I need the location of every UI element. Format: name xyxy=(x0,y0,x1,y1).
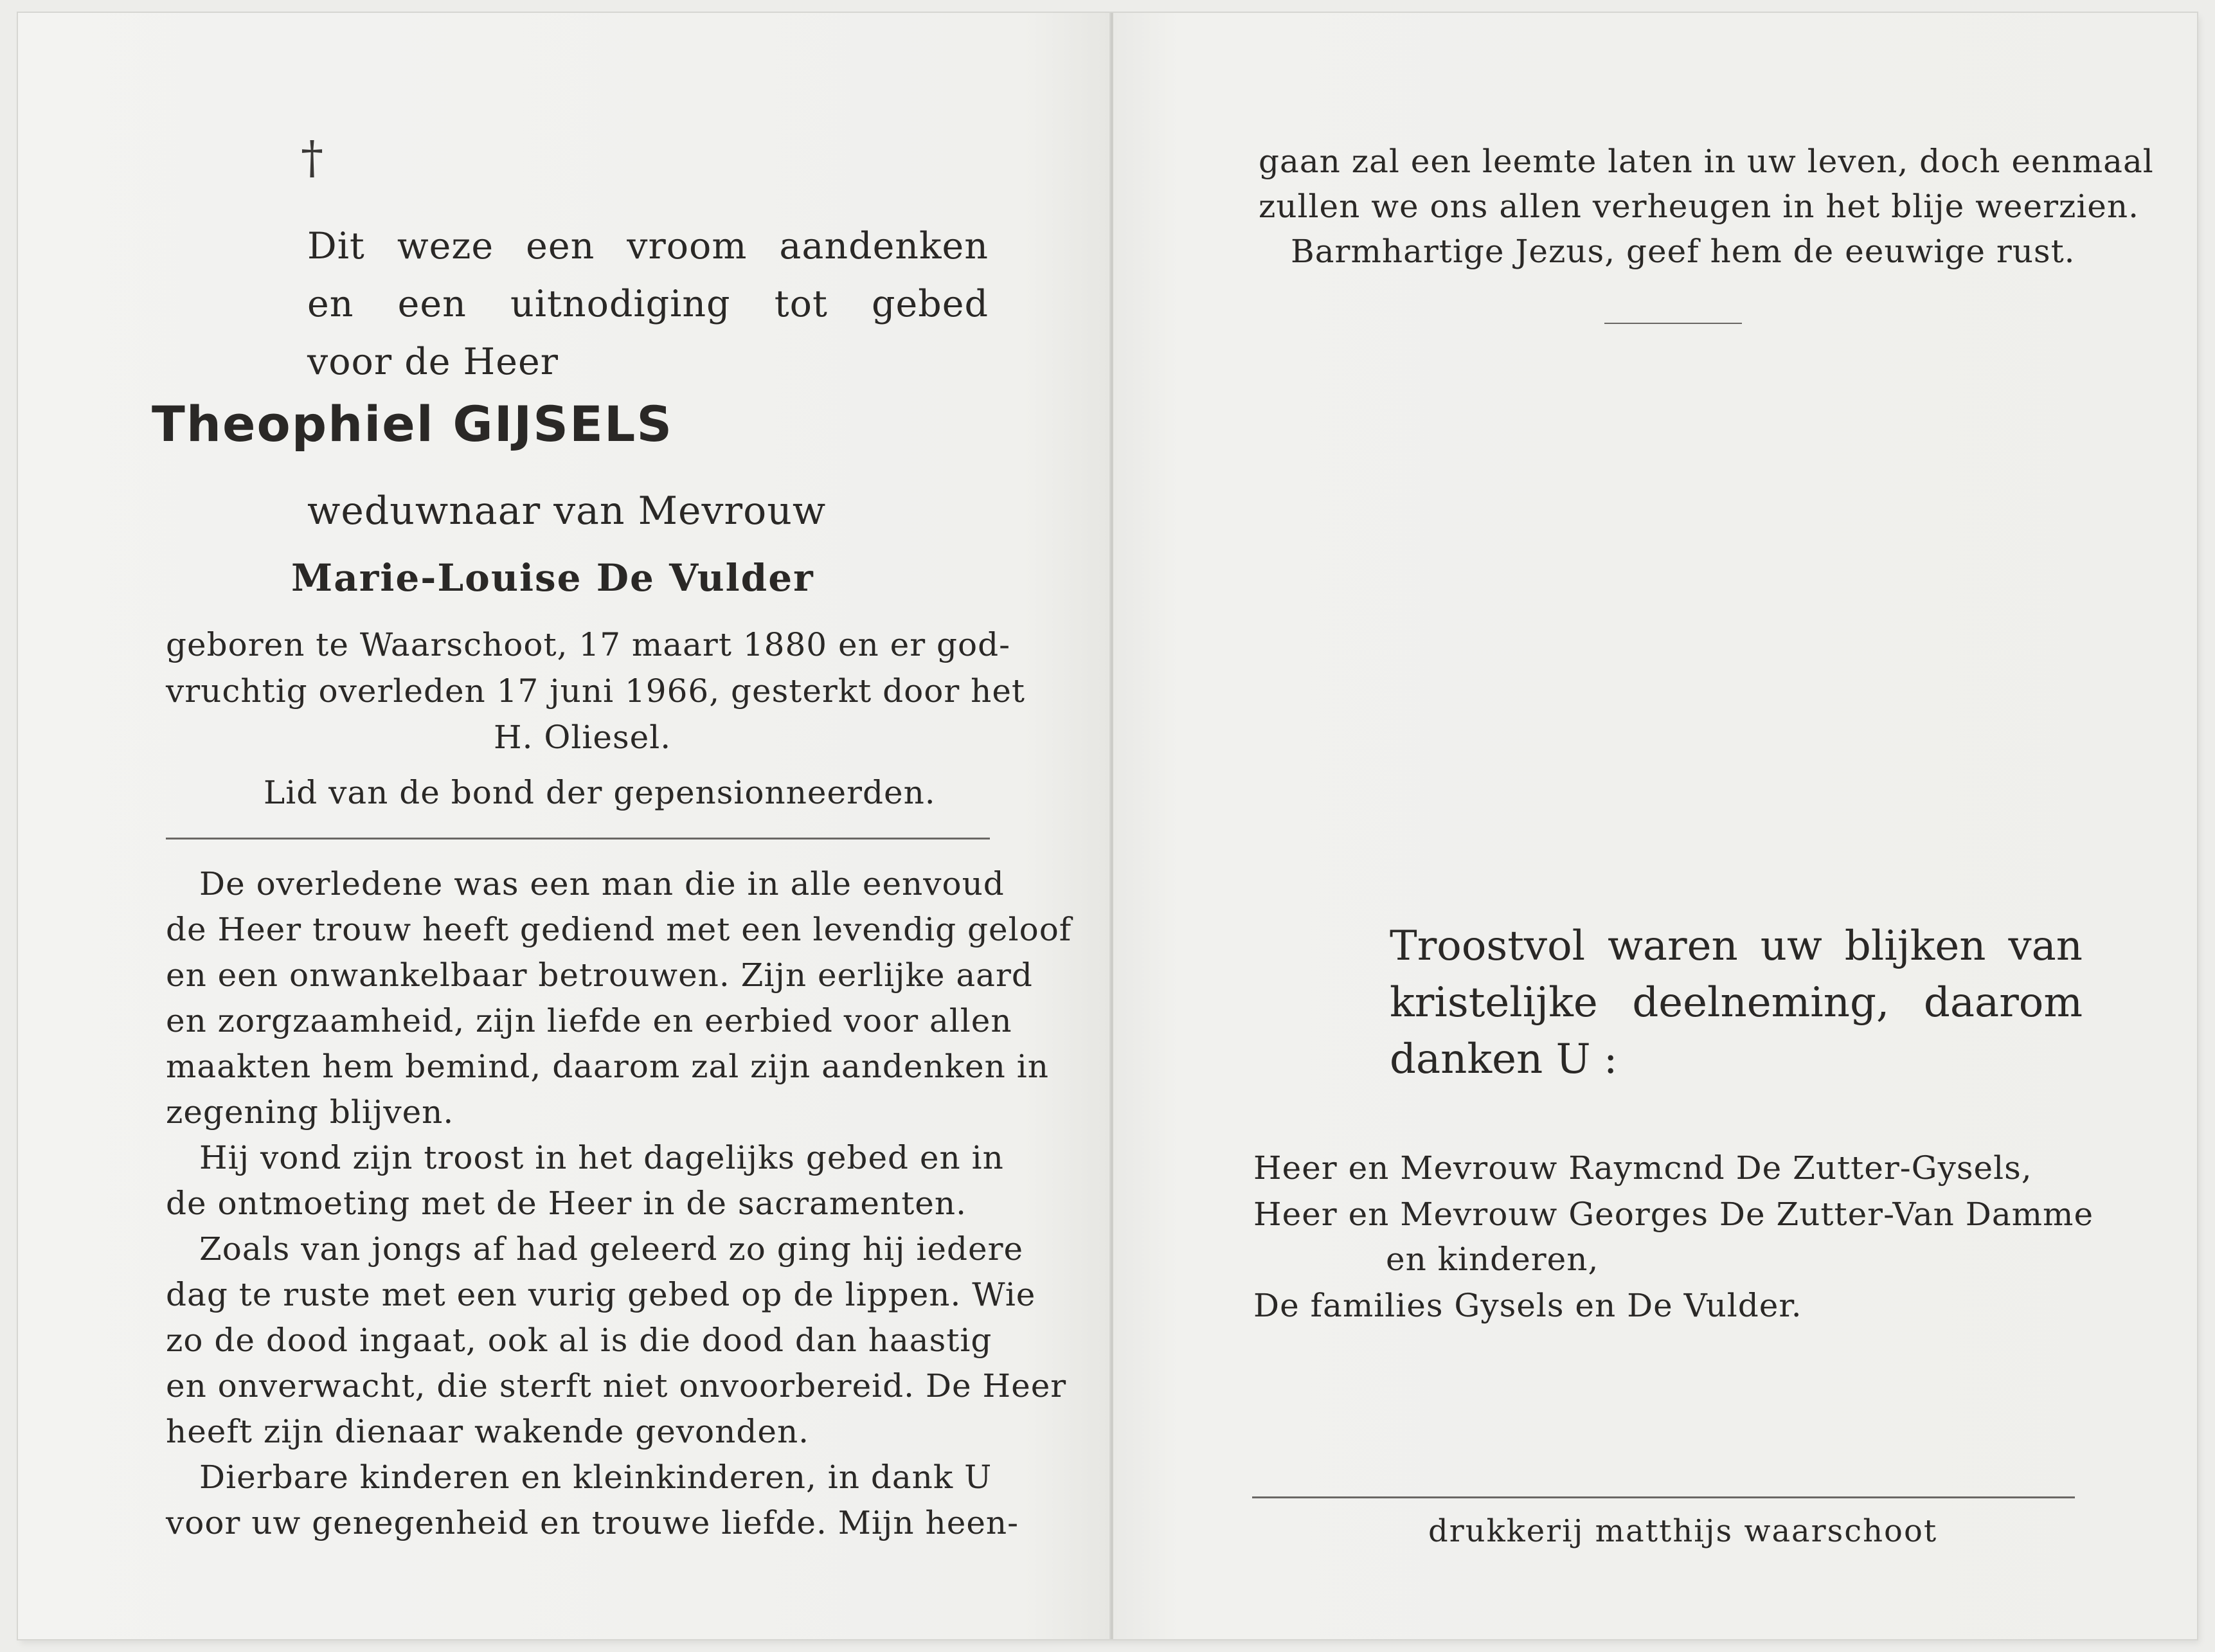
thanks-line-1: Troostvol waren uw blijken van xyxy=(1390,922,2083,970)
body-line-12: en onverwacht, die sterft niet onvoorbereid. De Heer xyxy=(166,1367,1067,1405)
widower-line: weduwnaar van Mevrouw xyxy=(307,489,827,534)
intro-line-2: en een uitnodiging tot gebed xyxy=(307,283,989,325)
body-line-7: Hij vond zijn troost in het dagelijks gebed en in xyxy=(199,1139,1004,1176)
body-line-15: voor uw genegenheid en trouwe liefde. Mijn heen- xyxy=(166,1504,1019,1541)
birth-line-3: H. Oliesel. xyxy=(494,719,672,756)
member-line: Lid van de bond der gepensionneerden. xyxy=(264,774,936,811)
family-line-2: Heer en Mevrouw Georges De Zutter-Van Damme xyxy=(1253,1196,2094,1233)
continuation-line-3: Barmhartige Jezus, geef hem de eeuwige rust. xyxy=(1291,233,2076,270)
body-line-14: Dierbare kinderen en kleinkinderen, in dank U xyxy=(199,1459,992,1496)
body-line-13: heeft zijn dienaar wakende gevonden. xyxy=(166,1413,810,1450)
deceased-name: Theophiel GIJSELS xyxy=(152,395,674,453)
intro-line-1: Dit weze een vroom aandenken xyxy=(307,225,989,267)
birth-line-2: vruchtig overleden 17 juni 1966, gesterkt door het xyxy=(166,672,1026,710)
footer-rule xyxy=(1252,1496,2075,1498)
thanks-line-3: danken U : xyxy=(1390,1036,1618,1083)
body-line-5: maakten hem bemind, daarom zal zijn aandenken in xyxy=(166,1048,1049,1085)
spouse-name: Marie-Louise De Vulder xyxy=(291,556,814,600)
short-divider xyxy=(1604,323,1742,324)
body-line-9: Zoals van jongs af had geleerd zo ging hij iedere xyxy=(199,1230,1024,1268)
body-line-3: en een onwankelbaar betrouwen. Zijn eerlijke aard xyxy=(166,956,1033,994)
family-line-3: en kinderen, xyxy=(1386,1241,1599,1278)
printer-imprint: drukkerij matthijs waarschoot xyxy=(1428,1513,1938,1549)
body-line-4: en zorgzaamheid, zijn liefde en eerbied voor allen xyxy=(166,1002,1012,1039)
birth-line-1: geboren te Waarschoot, 17 maart 1880 en er god- xyxy=(166,626,1011,663)
thanks-line-2: kristelijke deelneming, daarom xyxy=(1390,979,2083,1027)
body-line-6: zegening blijven. xyxy=(166,1093,454,1131)
right-page xyxy=(1113,13,2197,1639)
divider-rule xyxy=(166,838,990,839)
family-line-4: De families Gysels en De Vulder. xyxy=(1253,1287,1802,1324)
left-page xyxy=(18,13,1111,1639)
memorial-card xyxy=(18,13,2197,1639)
body-line-10: dag te ruste met een vurig gebed op de lippen. Wie xyxy=(166,1276,1036,1313)
body-line-8: de ontmoeting met de Heer in de sacramenten. xyxy=(166,1185,967,1222)
body-line-2: de Heer trouw heeft gediend met een levendig geloof xyxy=(166,911,1072,948)
body-line-11: zo de dood ingaat, ook al is die dood dan haastig xyxy=(166,1322,992,1359)
continuation-line-1: gaan zal een leemte laten in uw leven, doch eenmaal xyxy=(1259,143,2154,180)
cross-icon: † xyxy=(301,131,323,184)
intro-line-3: voor de Heer xyxy=(307,341,559,383)
family-line-1: Heer en Mevrouw Raymcnd De Zutter-Gysels, xyxy=(1253,1149,2032,1187)
continuation-line-2: zullen we ons allen verheugen in het blije weerzien. xyxy=(1259,188,2139,225)
body-line-1: De overledene was een man die in alle eenvoud xyxy=(199,865,1005,902)
